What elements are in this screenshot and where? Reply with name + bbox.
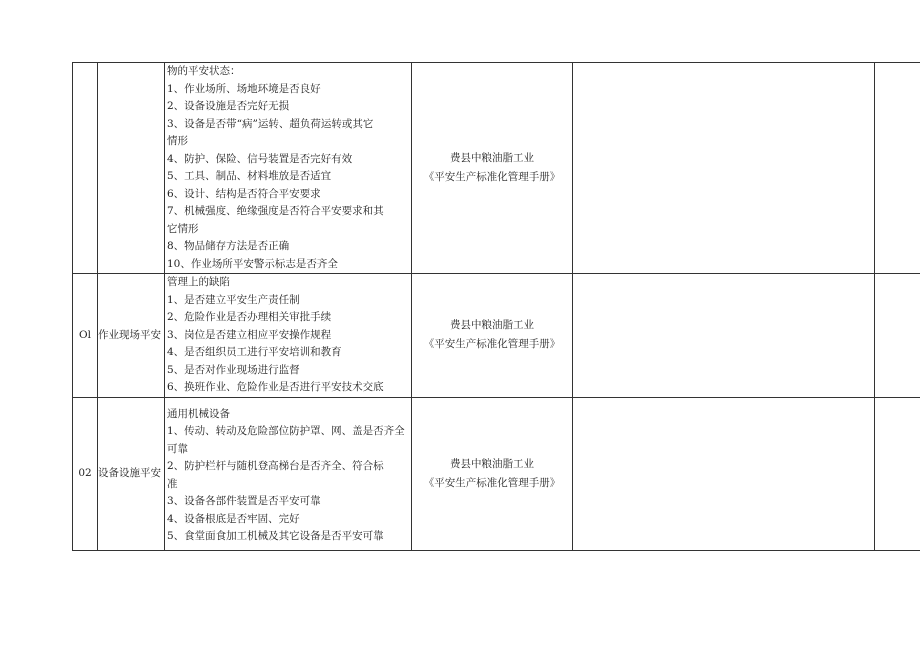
check-content-cell	[165, 274, 412, 398]
basis-cell	[412, 397, 573, 550]
content-line: 通用机械设备	[167, 407, 230, 420]
basis-company: 费县中粮油脂工业	[450, 319, 534, 332]
basis-company: 费县中粮油脂工业	[450, 457, 534, 470]
content-line: 1、作业场所、场地环境是否良好	[167, 82, 321, 95]
row-number-cell	[73, 63, 98, 274]
basis-company: 费县中粮油脂工业	[450, 152, 534, 164]
blank-cell	[573, 274, 875, 398]
blank-cell	[875, 274, 920, 398]
item-name-cell: 设备设施平安	[98, 397, 165, 550]
content-line: 5、食堂面食加工机械及其它设备是否平安可靠	[167, 530, 384, 542]
content-line: 4、设备根底是否牢固、完好	[167, 512, 300, 525]
content-line: 3、设备是否带“病”运转、超负荷运转或其它	[167, 117, 374, 130]
blank-cell	[875, 397, 920, 550]
basis-cell	[412, 63, 573, 274]
content-line: 4、防护、保险、信号装置是否完好有效	[167, 152, 353, 165]
table-row	[73, 274, 920, 398]
check-content-cell	[165, 63, 412, 274]
content-line: 1、是否建立平安生产责任制	[167, 293, 300, 306]
content-line: 7、机械强度、绝缘强度是否符合平安要求和其	[167, 205, 384, 217]
blank-cell	[573, 397, 875, 550]
row-number-cell: 02	[73, 397, 98, 550]
check-content-cell	[165, 397, 412, 550]
blank-cell	[573, 63, 875, 274]
content-line: 管理上的缺陷	[167, 276, 230, 288]
safety-checklist-table	[72, 62, 920, 551]
basis-manual: 《平安生产标准化管理手册》	[423, 476, 561, 489]
basis-cell	[412, 274, 573, 398]
basis-manual: 《平安生产标准化管理手册》	[423, 338, 561, 351]
content-line: 2、防护栏杆与随机登高梯台是否齐全、符合标	[167, 460, 384, 472]
content-line: 10、作业场所平安警示标志是否齐全	[167, 257, 338, 270]
basis-manual: 《平安生产标准化管理手册》	[423, 171, 561, 183]
item-name-cell	[98, 63, 165, 274]
content-line: 情形	[167, 135, 188, 147]
content-line: 8、物品储存方法是否正确	[167, 240, 290, 252]
blank-cell	[875, 63, 920, 274]
content-line: 2、危险作业是否办理相关审批手续	[167, 311, 332, 323]
content-line: 1、传动、转动及危险部位防护罩、网、盖是否齐全	[167, 425, 405, 437]
content-line: 4、是否组织员工进行平安培训和教育	[167, 346, 342, 358]
content-line: 5、工具、制品、材料堆放是否适宜	[167, 170, 332, 182]
table-row	[73, 397, 920, 550]
content-line: 它情形	[167, 222, 199, 235]
content-line: 物的平安状态：	[167, 65, 241, 77]
content-line: 6、设计、结构是否符合平安要求	[167, 187, 321, 200]
content-line: 可靠	[167, 442, 188, 455]
content-line: 准	[167, 477, 178, 490]
content-line: 3、设备各部件装置是否平安可靠	[167, 495, 321, 507]
content-line: 5、是否对作业现场进行监督	[167, 363, 300, 376]
content-line: 3、岗位是否建立相应平安操作规程	[167, 328, 332, 341]
row-number-cell: Ol	[73, 274, 98, 398]
item-name-cell: 作业现场平安	[98, 274, 165, 398]
table-row	[73, 63, 920, 274]
content-line: 6、换班作业、危险作业是否进行平安技术交底	[167, 381, 384, 393]
content-line: 2、设备设施是否完好无损	[167, 100, 290, 112]
